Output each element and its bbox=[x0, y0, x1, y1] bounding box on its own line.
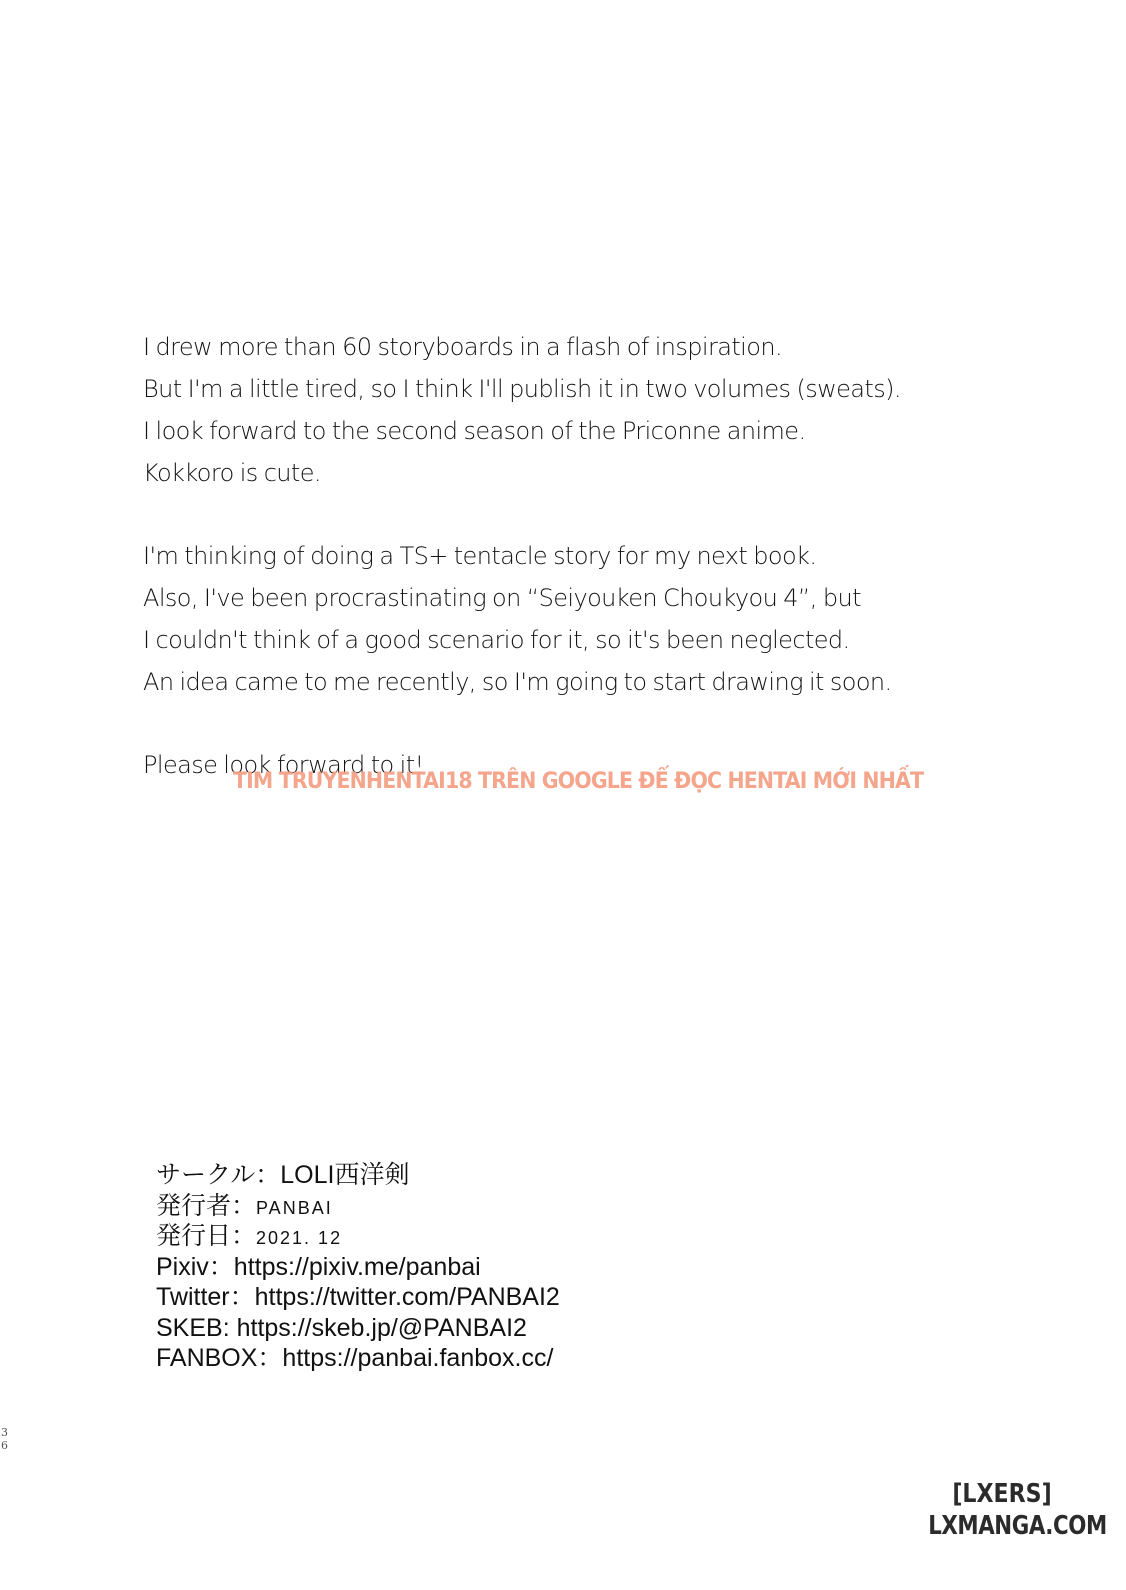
text-line: But I'm a little tired, so I think I'll publish it in two volumes (sweats). bbox=[143, 375, 901, 403]
credit-fanbox bbox=[156, 1343, 560, 1374]
credit-label: Pixiv： bbox=[156, 1252, 234, 1281]
credit-label: SKEB: bbox=[156, 1313, 237, 1342]
page-number bbox=[1, 1426, 11, 1452]
credit-link: https://pixiv.me/panbai bbox=[233, 1252, 481, 1281]
scanlator-logo bbox=[912, 1478, 1107, 1542]
text-line: I drew more than 60 storyboards in a flash of inspiration. bbox=[143, 333, 782, 361]
text-line: Kokkoro is cute. bbox=[143, 459, 321, 487]
text-line: An idea came to me recently, so I'm going to start drawing it soon. bbox=[143, 668, 892, 696]
credit-label: 発行日： bbox=[156, 1222, 257, 1250]
colophon bbox=[156, 1160, 560, 1374]
credit-link: https://skeb.jp/@PANBAI2 bbox=[236, 1313, 527, 1342]
credit-label: FANBOX： bbox=[156, 1344, 283, 1372]
credit-label: サークル： bbox=[156, 1161, 281, 1189]
credit-label: 発行者： bbox=[156, 1191, 257, 1220]
text-line: I look forward to the second season of the Priconne anime. bbox=[143, 417, 806, 445]
credit-circle bbox=[156, 1160, 560, 1191]
text-line: Please look forward to it! bbox=[143, 751, 424, 779]
paragraph-gap bbox=[143, 703, 943, 744]
text-line: I'm thinking of doing a TS+ tentacle story for my next book. bbox=[143, 542, 817, 570]
credit-skeb bbox=[156, 1313, 560, 1344]
credit-value: PANBAI bbox=[256, 1197, 333, 1218]
credit-link: https://twitter.com/PANBAI2 bbox=[254, 1283, 560, 1311]
page-digit: 6 bbox=[1, 1439, 8, 1452]
logo-site: LXMANGA.COM bbox=[928, 1511, 1107, 1541]
credit-pixiv bbox=[156, 1252, 560, 1283]
credit-twitter bbox=[156, 1282, 560, 1313]
credit-date bbox=[156, 1221, 560, 1252]
credit-value: 2021. 12 bbox=[256, 1228, 343, 1248]
watermark-banner: TIM TRUYENHENTAI18 TRÊN GOOGLE ĐỂ ĐỌC HENTAI MỚI NHẤT bbox=[233, 769, 924, 794]
logo-tag: [LXERS] bbox=[952, 1479, 1052, 1509]
afterword-text bbox=[143, 326, 943, 786]
credit-publisher bbox=[156, 1191, 560, 1222]
credit-value: LOLI西洋剣 bbox=[280, 1161, 410, 1189]
page-digit: 3 bbox=[1, 1426, 8, 1439]
credit-link: https://panbai.fanbox.cc/ bbox=[282, 1344, 554, 1372]
text-line: I couldn't think of a good scenario for it, so it's been neglected. bbox=[143, 626, 850, 654]
paragraph-gap bbox=[143, 494, 943, 535]
text-line: Also, I've been procrastinating on “Seiyouken Choukyou 4”, but bbox=[143, 584, 861, 612]
credit-label: Twitter： bbox=[156, 1283, 255, 1311]
